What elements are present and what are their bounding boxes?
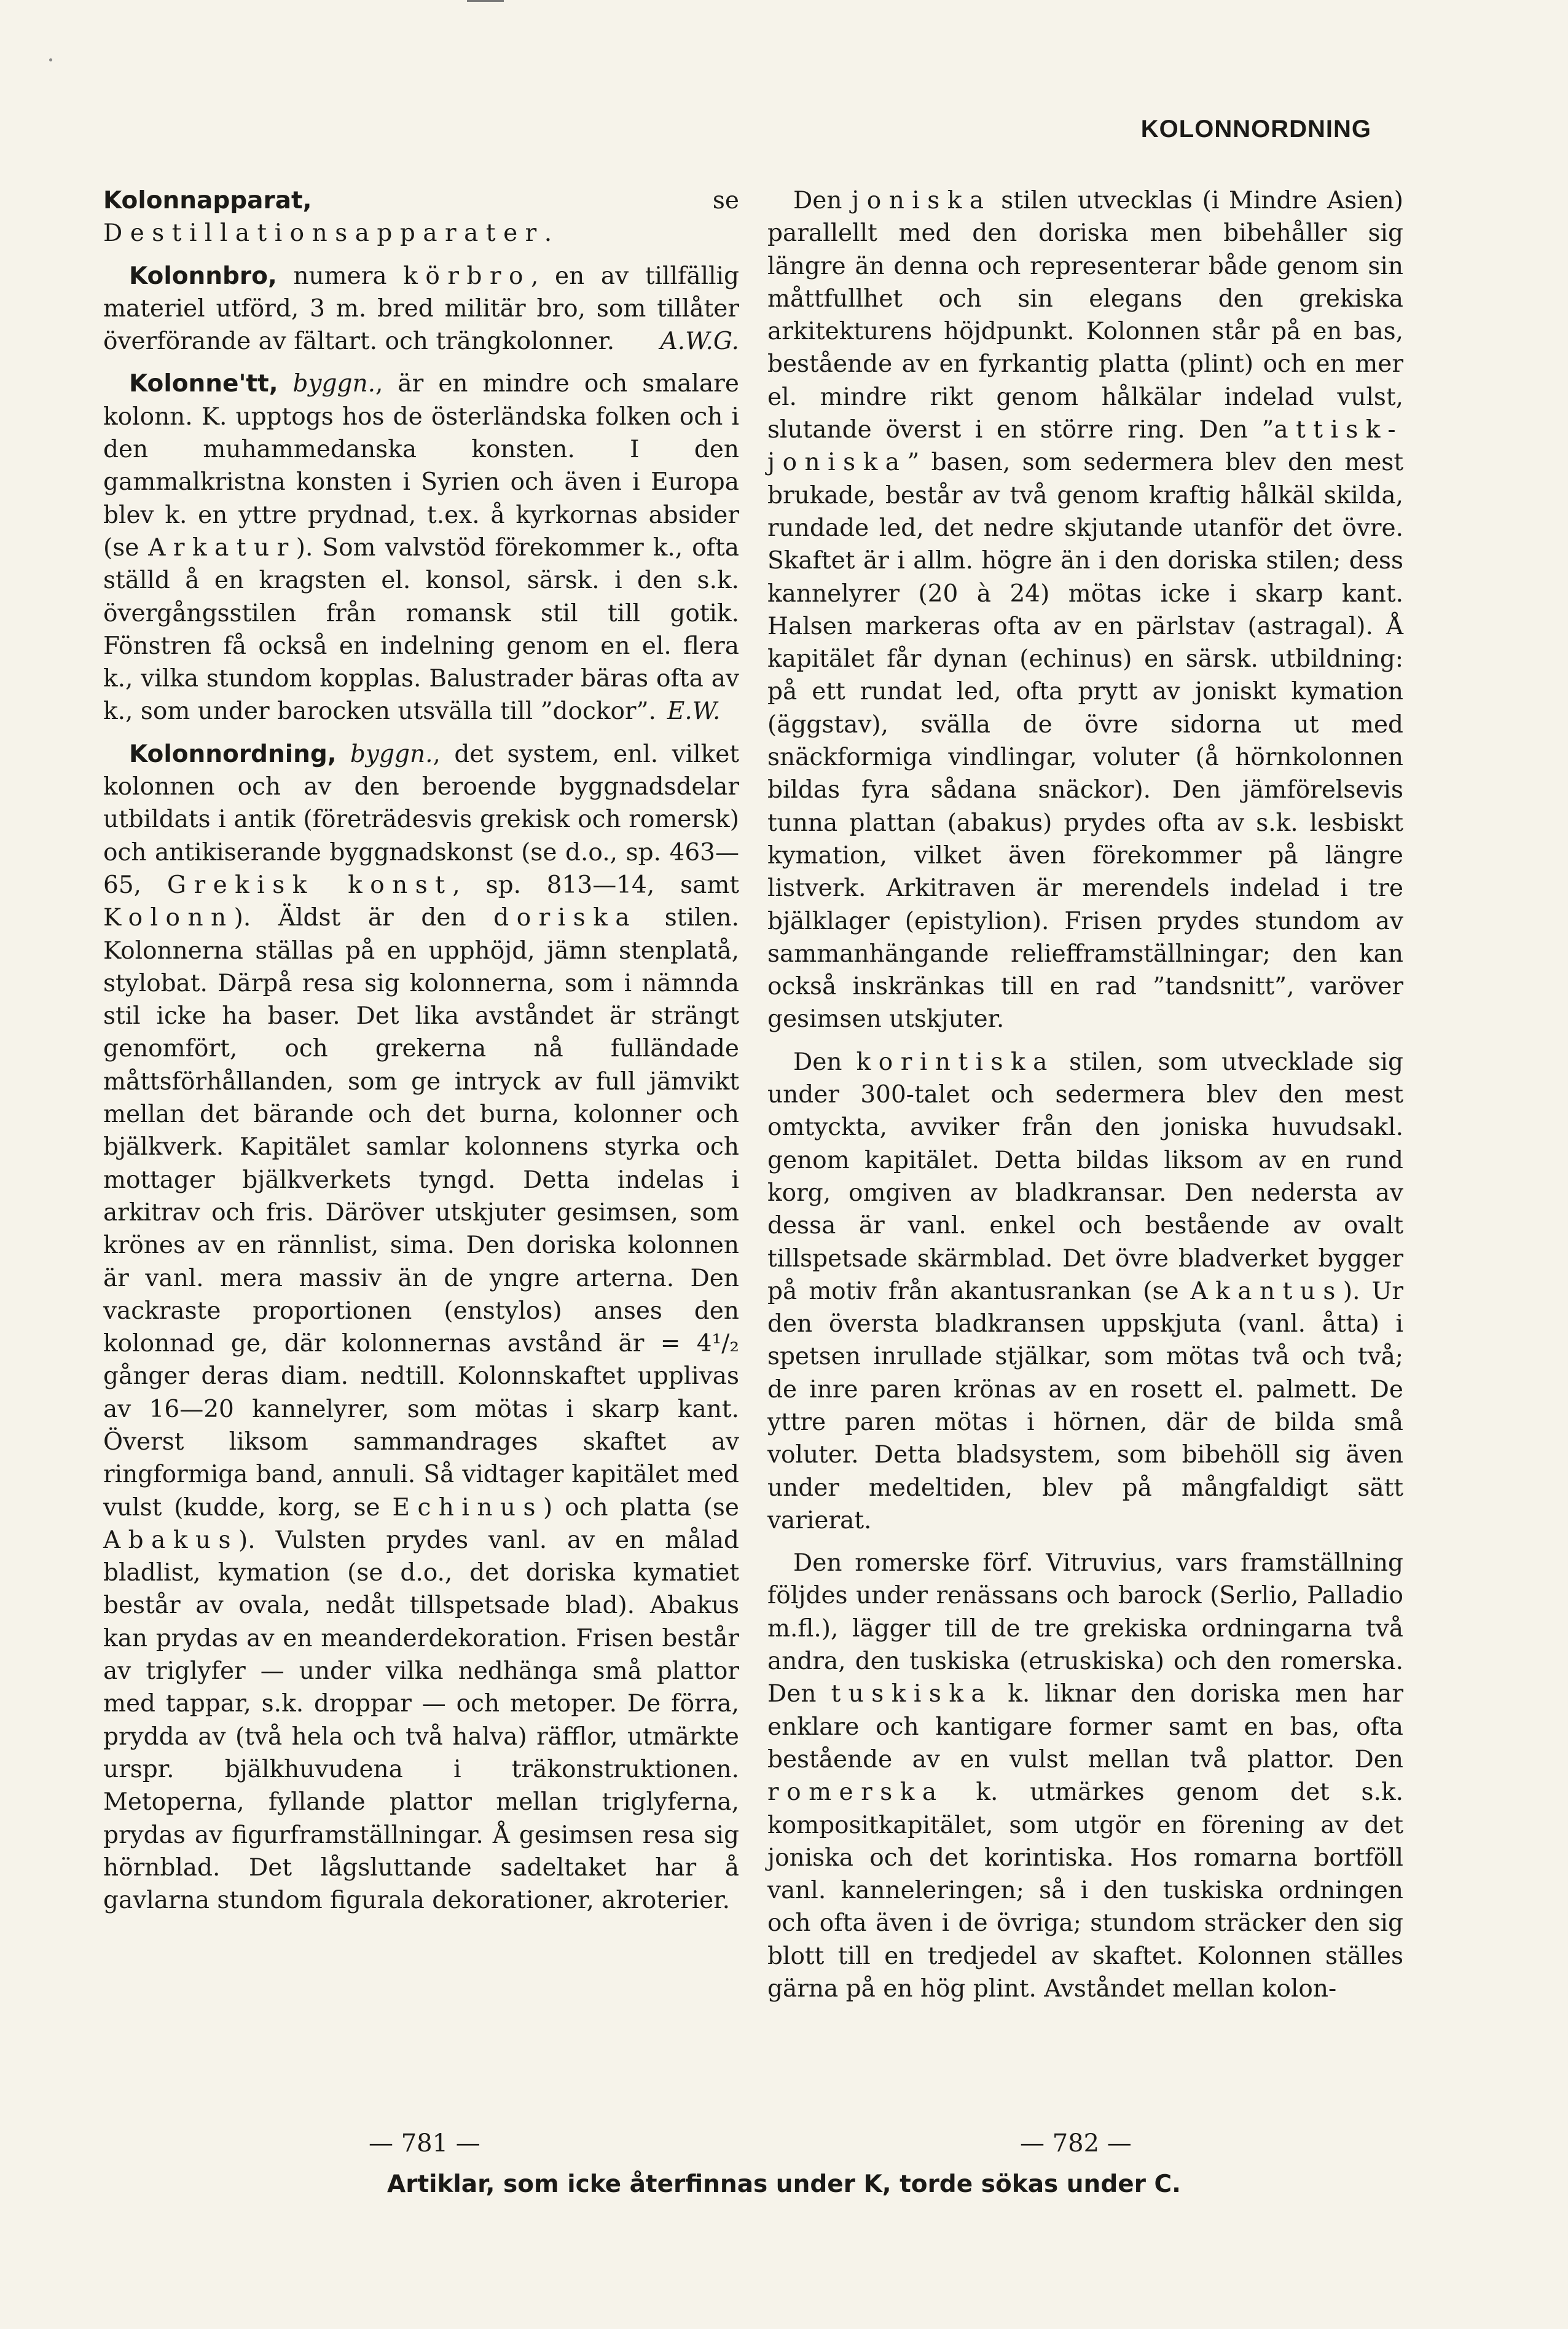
paragraph-roman: Den romerske förf. Vitruvius, vars framställning följdes under renässans och barock (Serlio, Palladio m.fl.), lägger till de tre grekiska ordningarna två andra, den tuskiska (etruskiska) och den romerska. Den tuskiska k. liknar den doriska men har enklare och kantigare former samt en bas, ofta bestående av en vulst mellan två plattor. Den romerska k. utmärkes genom det s.k. kompositkapitälet, som utgör en förening av det joniska och det korintiska. Hos romarna bortföll vanl. kanneleringen; så i den tuskiska ordningen och ofta även i de övriga; stundom sträcker den sig blott till en tredjedel av skaftet. Kolonnen ställes gärna på en hög plint. Avståndet mellan kolon- bbox=[767, 1549, 1403, 2003]
emphasis-spaced: joniska bbox=[852, 187, 992, 214]
running-head: KOLONNORDNING bbox=[1140, 116, 1371, 143]
page-number-right: — 782 — bbox=[1020, 2129, 1132, 2158]
footer-note: Artiklar, som icke återfinnas under K, torde sökas under C. bbox=[387, 2170, 1181, 2198]
cross-reference[interactable]: Abakus bbox=[103, 1526, 239, 1554]
scan-edge-mark bbox=[467, 0, 504, 2]
left-column bbox=[103, 184, 739, 1926]
cross-reference[interactable]: körbro bbox=[403, 262, 531, 290]
headword: Kolonnapparat, bbox=[103, 187, 312, 214]
entry-kolonnapparat: Kolonnapparat, se Destillationsapparater. bbox=[103, 187, 739, 248]
abbreviation: byggn. bbox=[350, 740, 433, 768]
cross-reference[interactable]: Akantus bbox=[1190, 1277, 1343, 1305]
headword: Kolonnbro, bbox=[129, 262, 277, 290]
emphasis-spaced: korintiska bbox=[856, 1048, 1055, 1076]
cross-reference[interactable]: Destillationsapparater bbox=[103, 219, 544, 248]
emphasis-spaced: attisk-joniska bbox=[767, 416, 1403, 477]
cross-reference[interactable]: Kolonn bbox=[103, 904, 234, 932]
cross-reference[interactable]: Arkatur bbox=[148, 533, 296, 562]
headword: Kolonne'tt, bbox=[129, 370, 278, 398]
page-number-left: — 781 — bbox=[369, 2129, 480, 2158]
entry-kolonnordning: Kolonnordning, byggn., det system, enl. vilket kolonnen och av den beroende byggnadsdelar utbildats i antik (företrädesvis grekisk och romersk) och antikiserande byggnadskonst (se d.o., sp. 463—65, Grekisk konst, sp. 813—14, samt Kolonn). Äldst är den doriska stilen. Kolonnerna ställas på en upphöjd, jämn stenplatå, stylobat. Därpå resa sig kolonnerna, som i nämnda stil icke ha baser. Det lika avståndet är strängt genomfört, och grekerna nå fulländade måttsförhållanden, som ge intryck av full jämvikt mellan det bärande och det burna, kolonner och bjälkverk. Kapitälet samlar kolonnens styrka och mottager bjälkverkets tyngd. Detta indelas i arkitrav och fris. Däröver utskjuter gesimsen, som krönes av en rännlist, sima. Den doriska kolonnen är vanl. mera massiv än de yngre arterna. Den vackraste proportionen (enstylos) anses den kolonnad ge, där kolonnernas avstånd är = 4¹/₂ gånger deras diam. nedtill. Kolonnskaftet upplivas av 16—20 kannelyrer, som mötas i skarp kant. Överst liksom sammandrages skaftet av ringformiga band, annuli. Så vidtager kapitälet med vulst (kudde, korg, se Echinus) och platta (se Abakus). Vulsten prydes vanl. av en målad bladlist, kymation (se d.o., det doriska kymatiet består av ovala, nedåt tillspetsade blad). Abakus kan prydas av en meanderdekoration. Frisen består av triglyfer — under vilka nedhänga små plattor med tappar, s.k. droppar — och metoper. De förra, prydda av (två hela och två halva) räfflor, utmärkte urspr. bjälkhuvudena i träkonstruktionen. Metoperna, fyllande plattor mellan triglyferna, prydas av figurframställningar. Å gesimsen resa sig hörnblad. Det lågsluttande sadeltaket har å gavlarna stundom figurala dekorationer, akroterier. bbox=[103, 740, 740, 1915]
emphasis-spaced: doriska bbox=[493, 904, 638, 932]
emphasis-spaced: romerska bbox=[767, 1778, 944, 1807]
emphasis-spaced: tuskiska bbox=[831, 1680, 994, 1708]
paragraph-jonisk: Den joniska stilen utvecklas (i Mindre Asien) parallellt med den doriska men bibehåller sig längre än denna och representerar både genom sin måttfullhet och sin elegans den grekiska arkitekturens höjdpunkt. Kolonnen står på en bas, bestående av en fyrkantig platta (plint) och en mer el. mindre rikt genom hålkälar indelad vulst, slutande överst i en större ring. Den ”attisk-joniska” basen, som sedermera blev den mest brukade, består av två genom kraftig hålkäl skilda, rundade led, det nedre skjutande utanför det övre. Skaftet är i allm. högre än i den doriska stilen; dess kannelyrer (20 à 24) mötas icke i skarp kant. Halsen markeras ofta av en pärlstav (astragal). Å kapitälet får dynan (echinus) en särsk. utbildning: på ett rundat led, ofta prytt av joniskt kymation (äggstav), svälla de övre sidorna ut med snäckformiga vindlingar, voluter (å hörnkolonnen bildas fyra sådana snäckor). Den jämförelsevis tunna plattan (abakus) prydes ofta av s.k. lesbiskt kymation, vilket även förekommer på längre listverk. Arkitraven är merendels indelad i tre bjälklager (epistylion). Frisen prydes stundom av sammanhängande reliefframställningar; den kan också inskränkas till en rad ”tandsnitt”, varöver gesimsen utskjuter. bbox=[767, 187, 1403, 1034]
scan-dot bbox=[49, 58, 52, 61]
abbreviation: byggn. bbox=[292, 370, 375, 398]
right-column bbox=[767, 184, 1403, 2015]
headword: Kolonnordning, bbox=[129, 740, 337, 768]
entry-kolonnbro: Kolonnbro, numera körbro, en av tillfällig materiel utförd, 3 m. bred militär bro, som tillåter överförande av fältart. och trängkolonner. A.W.G. bbox=[103, 260, 739, 358]
author-signature: E.W. bbox=[667, 697, 721, 726]
author-signature: A.W.G. bbox=[660, 328, 739, 356]
entry-kolonnett: Kolonne'tt, byggn., är en mindre och smalare kolonn. K. upptogs hos de österländska folken och i den muhammedanska konsten. I den gammalkristna konsten i Syrien och även i Europa blev k. en yttre prydnad, t.ex. å kyrkornas absider (se Arkatur). Som valvstöd förekommer k., ofta ställd å en kragsten el. konsol, särsk. i den s.k. övergångsstilen från romansk stil till gotik. Fönstren få också en indelning genom en el. flera k., vilka stundom kopplas. Balustrader bäras ofta av k., som under barocken utsvälla till ”dockor”. E.W. bbox=[103, 370, 739, 726]
paragraph-korint: Den korintiska stilen, som utvecklade sig under 300-talet och sedermera blev den mest omtyckta, avviker från den joniska huvudsakl. genom kapitälet. Detta bildas liksom av en rund korg, omgiven av bladkransar. Den nedersta av dessa är vanl. enkel och bestående av ovalt tillspetsade skärmblad. Det övre bladverket bygger på motiv från akantusrankan (se Akantus). Ur den översta bladkransen uppskjuta (vanl. åtta) i spetsen inrullade stjälkar, som mötas två och två; de inre paren krönas av en rosett el. palmett. De yttre paren mötas i hörnen, där de bilda små voluter. Detta bladsystem, som bibehöll sig även under medeltiden, blev på mångfaldigt sätt varierat. bbox=[767, 1048, 1403, 1534]
cross-reference[interactable]: Echinus bbox=[392, 1493, 544, 1522]
cross-reference[interactable]: Grekisk konst bbox=[167, 871, 453, 899]
